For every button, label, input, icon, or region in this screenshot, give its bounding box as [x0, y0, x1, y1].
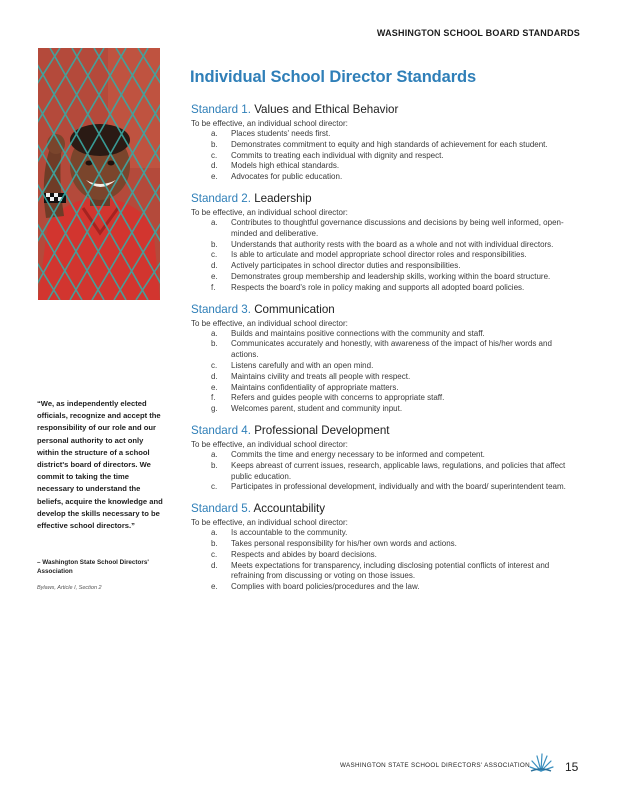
standards-content [191, 101, 581, 600]
list-item-text: Welcomes parent, student and community input. [231, 404, 403, 414]
standard-section [191, 190, 581, 294]
list-item-text: Maintains confidentiality of appropriate matters. [231, 382, 399, 392]
list-item-letter: a. [211, 217, 218, 227]
list-item-text: Places students' needs first. [231, 129, 331, 138]
standard-title: Communication [254, 302, 335, 316]
standard-section [191, 422, 581, 493]
list-item [191, 261, 581, 272]
list-item-text: Advocates for public education. [231, 172, 343, 182]
list-item [191, 339, 581, 361]
list-item-letter: a. [211, 528, 218, 538]
standard-number: Standard 5. [191, 502, 251, 516]
list-item-text: Communicates accurately and honestly, with awareness of the impact of his/her words and actions. [231, 339, 552, 360]
list-item [191, 539, 581, 550]
list-item-text: Understands that authority rests with the board as a whole and not with individual directors. [231, 239, 554, 249]
page-title: Individual School Director Standards [190, 68, 477, 86]
standard-title: Leadership [254, 191, 312, 205]
list-item [191, 329, 581, 340]
list-item-text: Is able to articulate and model appropriate school director roles and responsibilities. [231, 250, 527, 260]
list-item-letter: e. [211, 172, 218, 182]
list-item-letter: c. [211, 482, 218, 492]
list-item-text: Actively participates in school director duties and responsibilities. [231, 261, 461, 271]
list-item-text: Is accountable to the community. [231, 528, 348, 538]
list-item-letter: b. [211, 538, 218, 548]
list-item-text: Respects the board's role in policy making and supports all adopted board policies. [231, 282, 525, 292]
list-item-letter: c. [211, 549, 218, 559]
list-item [191, 140, 581, 151]
page-number: 15 [565, 760, 579, 774]
list-item-letter: b. [211, 460, 218, 470]
standard-heading [191, 101, 581, 118]
list-item [191, 393, 581, 404]
standard-intro: To be effective, an individual school director: [191, 518, 348, 528]
standard-number: Standard 2. [191, 191, 251, 205]
list-item [191, 240, 581, 251]
standard-number: Standard 3. [191, 302, 251, 316]
list-item-text: Keeps abreast of current issues, research, applicable laws, regulations, and policies that affect public education. [231, 460, 566, 481]
list-item-letter: c. [211, 250, 218, 260]
list-item-text: Listens carefully and with an open mind. [231, 360, 374, 370]
standard-list [191, 528, 581, 593]
list-item [191, 550, 581, 561]
list-item-text: Respects and abides by board decisions. [231, 549, 377, 559]
list-item-letter: d. [211, 560, 218, 570]
standard-heading [191, 500, 581, 517]
list-item-text: Takes personal responsibility for his/her own words and actions. [231, 538, 457, 548]
footer-org-name: WASHINGTON STATE SCHOOL DIRECTORS' ASSOCIATION [340, 762, 530, 769]
list-item [191, 161, 581, 172]
standard-intro: To be effective, an individual school director: [191, 318, 348, 328]
list-item-letter: d. [211, 161, 218, 171]
list-item [191, 582, 581, 593]
standard-number: Standard 1. [191, 103, 251, 116]
sunburst-logo-icon [528, 753, 554, 773]
list-item [191, 151, 581, 162]
standard-title: Values and Ethical Behavior [254, 103, 399, 116]
list-item [191, 283, 581, 294]
list-item-letter: e. [211, 382, 218, 392]
standard-section [191, 101, 581, 183]
list-item-letter: e. [211, 582, 218, 592]
pull-quote: “We, as independently elected officials, recognize and accept the responsibility of our role and our personal authority to act only within the structure of a school district's board of directors. We commit to taking the time necessary to understand the beliefs, acquire the knowledge and develop the skills necessary to be effective school directors.” [37, 399, 163, 531]
list-item-text: Models high ethical standards. [231, 161, 340, 171]
list-item-letter: c. [211, 150, 218, 160]
list-item [191, 561, 581, 583]
list-item [191, 372, 581, 383]
list-item-text: Builds and maintains positive connections with the community and staff. [231, 328, 485, 338]
list-item [191, 461, 581, 483]
list-item-letter: a. [211, 449, 218, 459]
standard-title: Professional Development [254, 423, 390, 437]
bylaws-note: Bylaws, Article I, Section 2 [37, 585, 102, 591]
standard-list [191, 129, 581, 183]
list-item-text: Meets expectations for transparency, including disclosing potential conflicts of interest and refraining from discussing or voting on those issues. [231, 560, 550, 581]
list-item-text: Complies with board policies/procedures and the law. [231, 582, 420, 592]
header-title: WASHINGTON SCHOOL BOARD STANDARDS [376, 28, 580, 38]
list-item-letter: g. [211, 404, 218, 414]
list-item-letter: f. [211, 393, 216, 403]
list-item-letter: a. [211, 129, 218, 138]
standard-section [191, 500, 581, 593]
standard-list [191, 450, 581, 493]
list-item-letter: b. [211, 339, 218, 349]
list-item-letter: d. [211, 261, 218, 271]
list-item-letter: a. [211, 328, 218, 338]
list-item [191, 129, 581, 140]
list-item [191, 218, 581, 240]
list-item-text: Participates in professional development, individually and with the board/ superintendent team. [231, 482, 566, 492]
list-item-letter: d. [211, 371, 218, 381]
quote-attribution: – Washington State School Directors' Association [37, 559, 149, 575]
standard-number: Standard 4. [191, 423, 251, 437]
list-item-text: Maintains civility and treats all people with respect. [231, 371, 411, 381]
list-item-text: Demonstrates group membership and leadership skills, working within the board structure. [231, 271, 551, 281]
list-item [191, 404, 581, 415]
list-item [191, 482, 581, 493]
list-item-letter: b. [211, 239, 218, 249]
standard-heading [191, 190, 581, 207]
standard-title: Accountability [253, 502, 326, 516]
standard-intro: To be effective, an individual school director: [191, 207, 348, 217]
list-item-text: Demonstrates commitment to equity and high standards of achievement for each student. [231, 139, 548, 149]
list-item-letter: c. [211, 360, 218, 370]
list-item-letter: e. [211, 271, 218, 281]
standard-heading [191, 422, 581, 439]
list-item [191, 361, 581, 372]
list-item-letter: f. [211, 282, 216, 292]
list-item-text: Commits to treating each individual with dignity and respect. [231, 150, 444, 160]
list-item-text: Refers and guides people with concerns to appropriate staff. [231, 393, 445, 403]
standard-list [191, 329, 581, 415]
list-item [191, 528, 581, 539]
standard-section [191, 301, 581, 415]
list-item [191, 250, 581, 261]
standard-intro: To be effective, an individual school director: [191, 119, 348, 128]
list-item [191, 383, 581, 394]
standard-intro: To be effective, an individual school director: [191, 439, 348, 449]
list-item [191, 172, 581, 183]
list-item-text: Contributes to thoughtful governance discussions and decisions by being well informed, open-minded and deliberative. [231, 217, 564, 238]
list-item [191, 450, 581, 461]
standard-heading [191, 301, 581, 318]
student-photo [38, 48, 160, 300]
standard-list [191, 218, 581, 294]
list-item-text: Commits the time and energy necessary to be informed and competent. [231, 449, 485, 459]
list-item-letter: b. [211, 139, 218, 149]
list-item [191, 272, 581, 283]
